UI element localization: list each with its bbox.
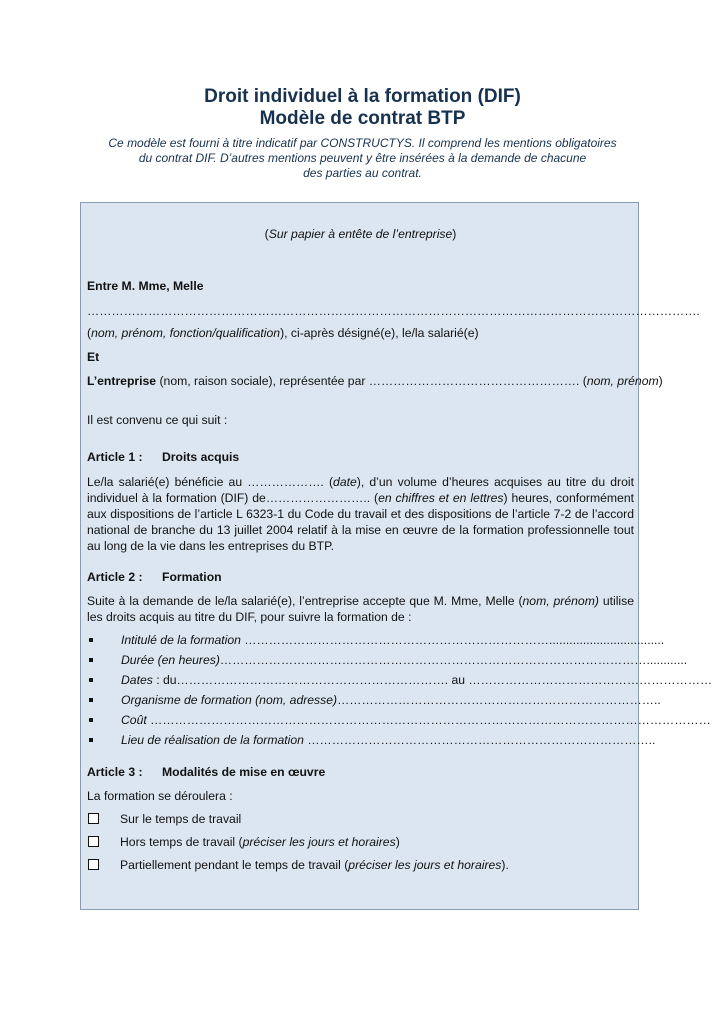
bullet-icon bbox=[89, 678, 93, 682]
article-1-heading bbox=[87, 449, 239, 465]
list-item: Organisme de formation (nom, adresse)…………………………………………………………………….. bbox=[87, 690, 634, 710]
intro-line-1: Ce modèle est fourni à titre indicatif par CONSTRUCTYS. Il comprend les mentions obligatoires bbox=[108, 136, 617, 150]
employee-identification: (nom, prénom, fonction/qualification), ci-après désigné(e), le/la salarié(e) bbox=[87, 326, 479, 340]
article-1-number: Article 1 : bbox=[87, 450, 143, 464]
checkbox-icon[interactable] bbox=[88, 836, 99, 847]
checkbox-icon[interactable] bbox=[88, 813, 99, 824]
article-1-title: Droits acquis bbox=[162, 450, 240, 464]
list-item: Intitulé de la formation ………………………………………………………………….................................. bbox=[87, 630, 634, 650]
bullet-icon bbox=[89, 718, 93, 722]
checkbox-icon[interactable] bbox=[88, 859, 99, 870]
article-3-intro: La formation se déroulera : bbox=[87, 789, 233, 803]
list-item: Dates : du…………………………………………………………. au …………………………………………………… bbox=[87, 670, 634, 690]
bullet-icon bbox=[89, 638, 93, 642]
article-2-heading bbox=[87, 569, 222, 585]
schedule-options bbox=[87, 807, 634, 876]
article-2-body: Suite à la demande de le/la salarié(e), l’entreprise accepte que M. Mme, Melle (nom, prénom) utilise les droits acquis au titre du DIF, pour suivre la formation de : bbox=[87, 594, 634, 624]
and-label: Et bbox=[87, 350, 100, 364]
article-3-heading bbox=[87, 764, 325, 780]
company-line: L’entreprise (nom, raison sociale), représentée par ……………………………………………. (nom, prénom) bbox=[87, 374, 663, 388]
article-3-title: Modalités de mise en œuvre bbox=[162, 765, 326, 779]
training-details-list bbox=[87, 630, 713, 750]
intro-line-3: des parties au contrat. bbox=[303, 166, 422, 180]
list-item: Durée (en heures)……………………………………………………………………………………………............ bbox=[87, 650, 634, 670]
letterhead-note: (Sur papier à entête de l’entreprise) bbox=[264, 227, 457, 241]
option-partial-work-time[interactable]: Partiellement pendant le temps de travail (préciser les jours et horaires). bbox=[87, 853, 634, 876]
article-1-body: Le/la salarié(e) bénéficie au ………………. (date), d’un volume d’heures acquises au titre du droit individuel à la formation (DIF) de…………………….. (en chiffres et en lettres) heures, conformément aux dispositions de l’article L 6323-1 du Code du travail et des dispositions de l’article 7-2 de l’accord national de branche du 13 juillet 2004 relatif à la mise en œuvre de la formation professionnelle tout au long de la vie dans les entreprises du BTP. bbox=[87, 475, 634, 553]
intro-text bbox=[83, 136, 643, 181]
list-item: Coût ………………………………………………………………………………………………………………………… bbox=[87, 710, 634, 730]
dots-line: ……………………………………………………………………………………………………………………………………. bbox=[87, 304, 700, 318]
option-on-work-time[interactable]: Sur le temps de travail bbox=[87, 807, 634, 830]
intro-line-2: du contrat DIF. D’autres mentions peuvent y être insérées à la demande de chacune bbox=[138, 151, 587, 165]
bullet-icon bbox=[89, 698, 93, 702]
document-header bbox=[0, 86, 725, 181]
title-line-1: Droit individuel à la formation (DIF) bbox=[204, 86, 521, 107]
article-2-title: Formation bbox=[162, 570, 222, 584]
bullet-icon bbox=[89, 738, 93, 742]
article-2-number: Article 2 : bbox=[87, 570, 143, 584]
bullet-icon bbox=[89, 658, 93, 662]
article-3-number: Article 3 : bbox=[87, 765, 143, 779]
contract-box bbox=[80, 202, 713, 910]
list-item: Lieu de réalisation de la formation ………………………………………………………………………….. bbox=[87, 730, 634, 750]
agreement-intro: Il est convenu ce qui suit : bbox=[87, 413, 228, 427]
option-outside-work-time[interactable]: Hors temps de travail (préciser les jours et horaires) bbox=[87, 830, 634, 853]
between-label: Entre M. Mme, Melle bbox=[87, 279, 204, 293]
title-line-2: Modèle de contrat BTP bbox=[259, 108, 466, 129]
